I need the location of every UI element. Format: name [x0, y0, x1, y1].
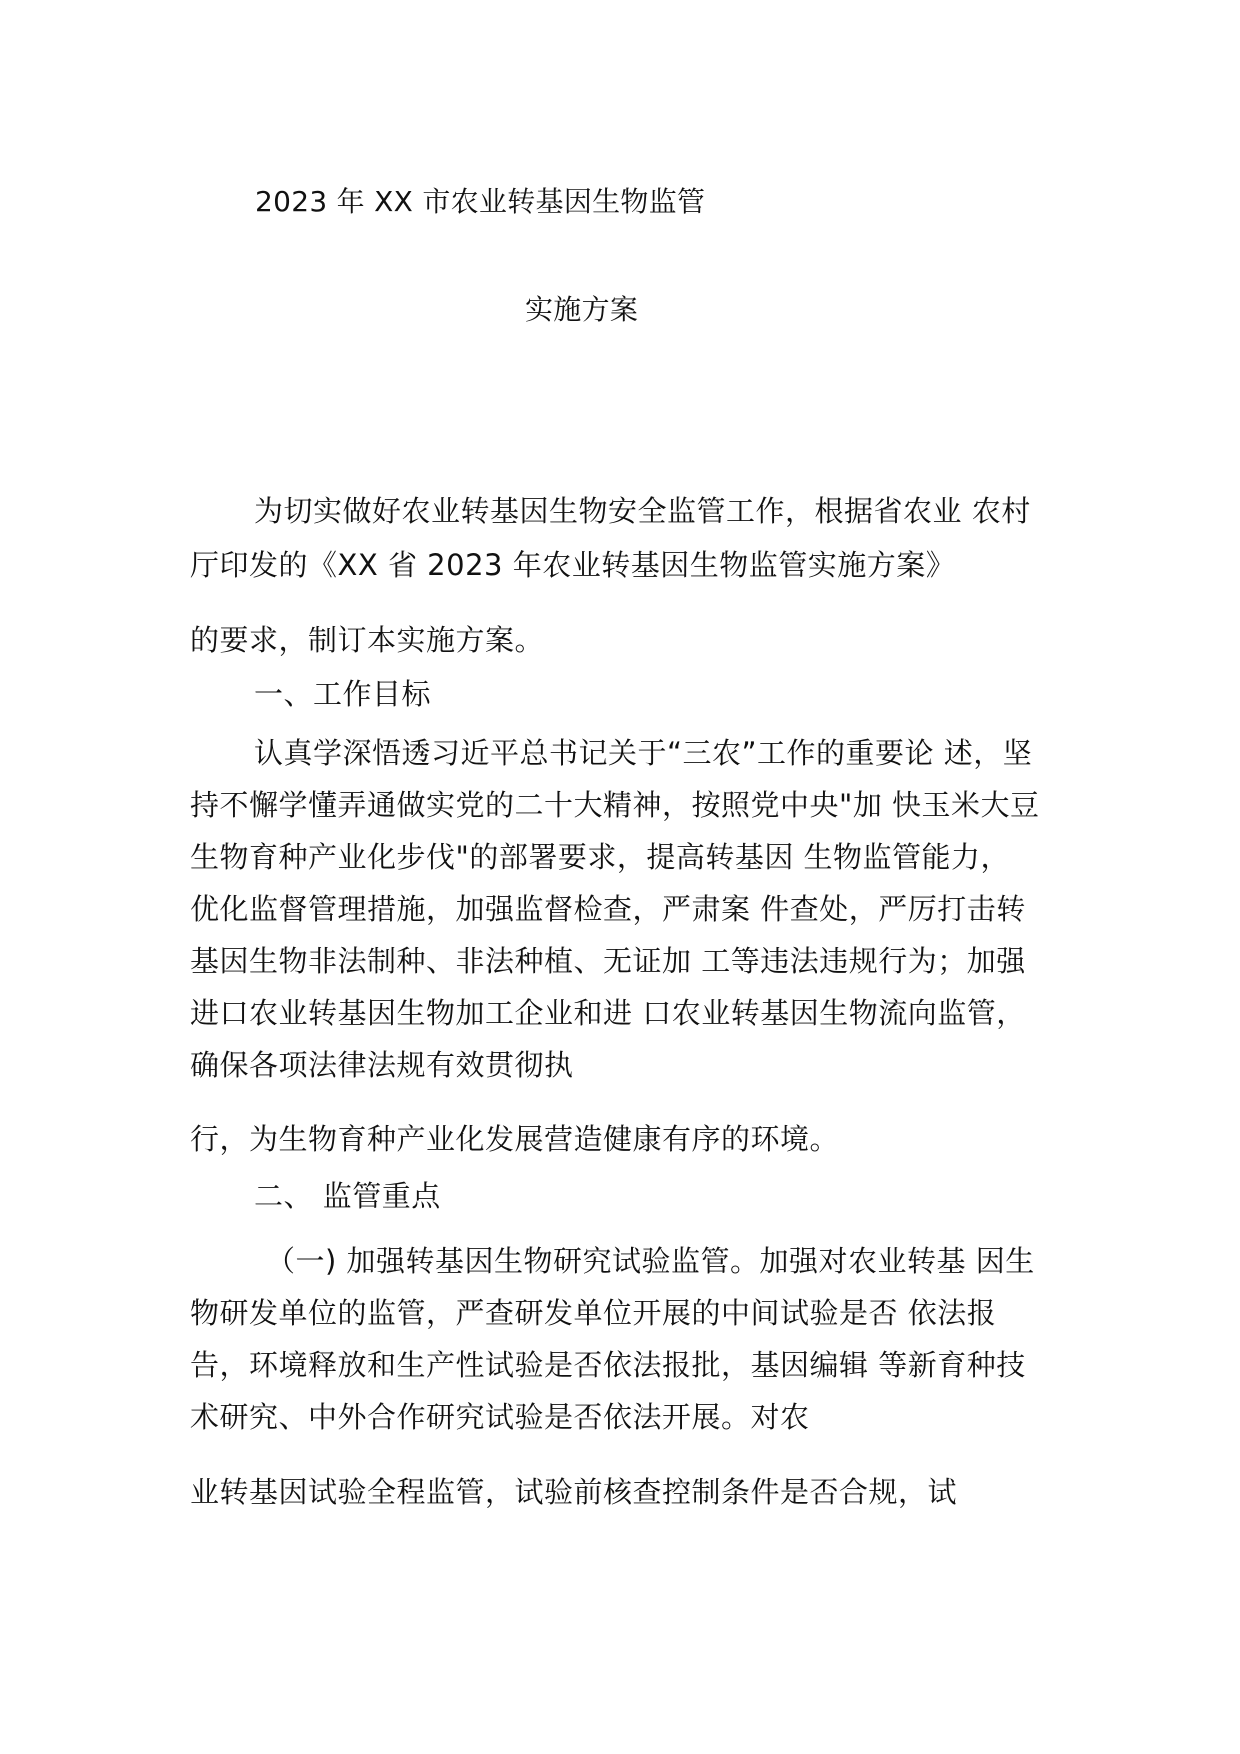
body-text-line: 生物育种产业化步伐"的部署要求，提高转基因 生物监管能力，: [190, 840, 1011, 874]
body-text-line: （一) 加强转基因生物研究试验监管。加强对农业转基 因生: [266, 1244, 1035, 1278]
body-text-line: 认真学深悟透习近平总书记关于“三农”工作的重要论 述，坚: [254, 736, 1033, 770]
body-text-line: 行，为生物育种产业化发展营造健康有序的环境。: [190, 1122, 840, 1156]
body-text-line: 确保各项法律法规有效贯彻执: [190, 1048, 574, 1082]
body-text-line: 优化监督管理措施，加强监督检查，严肃案 件查处，严厉打击转: [190, 892, 1026, 926]
body-text-line: 的要求，制订本实施方案。: [190, 623, 545, 657]
body-text-line: 基因生物非法制种、非法种植、无证加 工等违法违规行为；加强: [190, 944, 1026, 978]
body-text-line: 术研究、中外合作研究试验是否依法开展。对农: [190, 1400, 810, 1434]
section-heading: 二、 监管重点: [254, 1179, 441, 1213]
body-text-line: 物研发单位的监管，严查研发单位开展的中间试验是否 依法报: [190, 1296, 997, 1330]
document-title-line-2: 实施方案: [525, 293, 639, 326]
section-heading: 一、工作目标: [254, 677, 432, 711]
body-text-line: 持不懈学懂弄通做实党的二十大精神，按照党中央"加 快玉米大豆: [190, 788, 1040, 822]
document-title-line-1: 2023 年 XX 市农业转基因生物监管: [255, 185, 706, 218]
body-text-line: 告，环境释放和生产性试验是否依法报批，基因编辑 等新育种技: [190, 1348, 1026, 1382]
body-text-line: 厅印发的《XX 省 2023 年农业转基因生物监管实施方案》: [190, 548, 956, 582]
body-text-line: 进口农业转基因生物加工企业和进 口农业转基因生物流向监管，: [190, 996, 1026, 1030]
body-text-line: 业转基因试验全程监管，试验前核查控制条件是否合规，试: [190, 1475, 958, 1509]
body-text-line: 为切实做好农业转基因生物安全监管工作，根据省农业 农村: [254, 494, 1031, 528]
